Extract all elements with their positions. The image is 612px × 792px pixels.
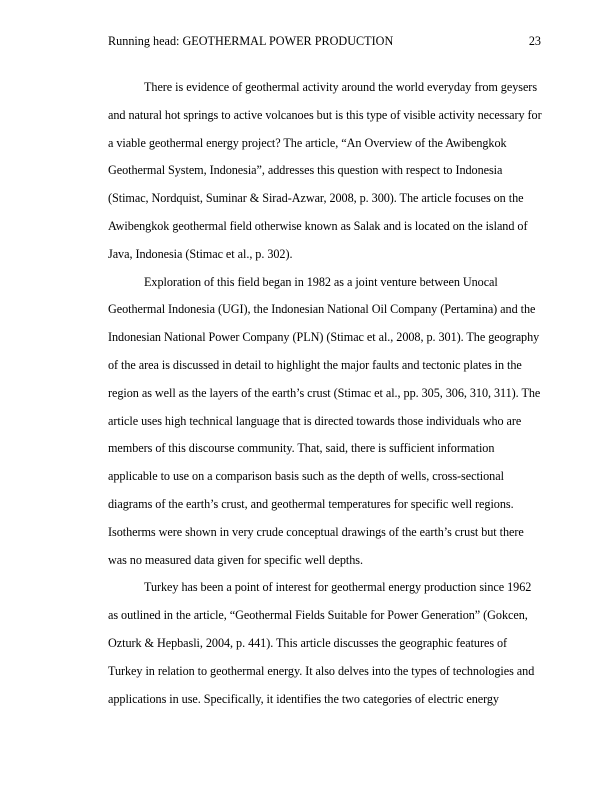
text-line: Java, Indonesia (Stimac et al., p. 302).	[108, 246, 293, 261]
body-text	[108, 74, 541, 713]
text-line: applications in use. Specifically, it identifies the two categories of electric energy	[108, 691, 499, 706]
text-line: Geothermal System, Indonesia”, addresses this question with respect to Indonesia	[108, 163, 503, 178]
text-line: Exploration of this field began in 1982 as a joint venture between Unocal	[144, 274, 498, 289]
text-line: Geothermal Indonesia (UGI), the Indonesian National Oil Company (Pertamina) and the	[108, 302, 536, 317]
running-head: Running head: GEOTHERMAL POWER PRODUCTION	[108, 34, 394, 48]
paragraph-1	[108, 74, 541, 269]
text-line: Indonesian National Power Company (PLN) (Stimac et al., 2008, p. 301). The geography	[108, 330, 540, 345]
text-line: as outlined in the article, “Geothermal Fields Suitable for Power Generation” (Gokcen,	[108, 608, 528, 623]
text-line: diagrams of the earth’s crust, and geothermal temperatures for specific well regions.	[108, 496, 514, 511]
text-line: applicable to use on a comparison basis such as the depth of wells, cross-sectional	[108, 469, 504, 484]
text-line: of the area is discussed in detail to highlight the major faults and tectonic plates in the	[108, 357, 522, 372]
paragraph-3	[108, 574, 541, 713]
text-line: Isotherms were shown in very crude conceptual drawings of the earth’s crust but there	[108, 524, 524, 539]
text-line: region as well as the layers of the earth’s crust (Stimac et al., pp. 305, 306, 310, 311). The	[108, 385, 541, 400]
text-line: Turkey has been a point of interest for geothermal energy production since 1962	[144, 580, 532, 595]
paragraph-2	[108, 269, 541, 575]
text-line: There is evidence of geothermal activity around the world everyday from geysers	[144, 80, 538, 94]
text-line: and natural hot springs to active volcanoes but is this type of visible activity necessary for	[108, 107, 542, 122]
text-line: was no measured data given for specific well depths.	[108, 552, 363, 567]
text-line: article uses high technical language that is directed towards those individuals who are	[108, 413, 522, 428]
text-line: a viable geothermal energy project? The article, “An Overview of the Awibengkok	[108, 135, 507, 150]
text-line: Awibengkok geothermal field otherwise known as Salak and is located on the island of	[108, 218, 528, 233]
page-number: 23	[528, 34, 541, 48]
text-line: members of this discourse community. That, said, there is sufficient information	[108, 441, 495, 456]
text-line: Ozturk & Hepbasli, 2004, p. 441). This article discusses the geographic features of	[108, 635, 508, 650]
page-header	[108, 34, 541, 54]
text-line: (Stimac, Nordquist, Suminar & Sirad-Azwar, 2008, p. 300). The article focuses on the	[108, 191, 524, 206]
text-line: Turkey in relation to geothermal energy. It also delves into the types of technologies and	[108, 663, 535, 678]
